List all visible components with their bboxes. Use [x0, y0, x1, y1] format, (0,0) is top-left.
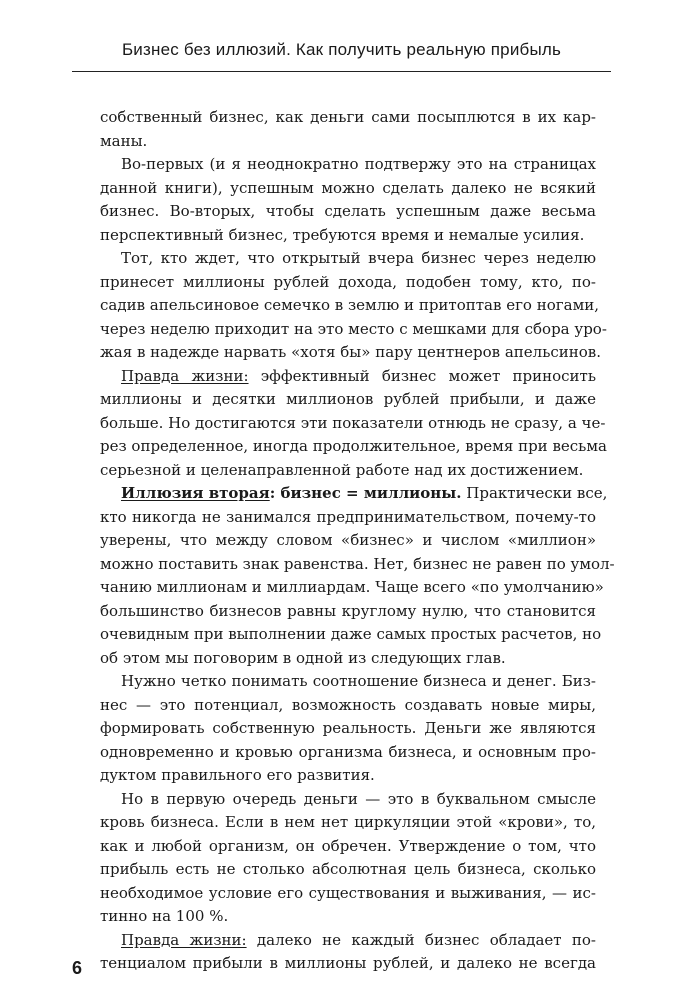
text-line: Но в первую очередь деньги — это в буквальном смысле — [121, 789, 596, 808]
text-line: собственный бизнес, как деньги сами посыплются в их кар- — [100, 108, 596, 126]
text-line: через неделю приходит на это место с мешками для сбора уро- — [100, 319, 607, 338]
text-line: большинство бизнесов равны круглому нулю, что становится — [100, 601, 596, 620]
text-line — [100, 929, 596, 953]
text-line: рез определенное, иногда продолжительное, время при весьма — [100, 437, 607, 455]
text-line: очевидным при выполнении даже самых простых расчетов, но — [100, 625, 602, 643]
text-line: данной книги), успешным можно сделать далеко не всякий — [100, 178, 596, 197]
text-line: кто никогда не занимался предпринимательством, почему-то — [100, 507, 596, 526]
text-line: жая в надежде нарвать «хотя бы» пару центнеров апельсинов. — [100, 343, 602, 361]
text-fragment: Практически все, — [461, 484, 608, 502]
text-line: кровь бизнеса. Если в нем нет циркуляции этой «крови», то, — [100, 813, 596, 831]
text-line: больше. Но достигаются эти показатели отнюдь не сразу, а че- — [100, 413, 606, 432]
text-line: принесет миллионы рублей дохода, подобен тому, кто, по- — [100, 272, 596, 291]
text-line: тинно на 100 %. — [100, 907, 229, 925]
text-fragment: эффективный бизнес может приносить — [260, 366, 596, 385]
truth-label: Правда жизни: — [121, 930, 247, 949]
text-line: уверены, что между словом «бизнес» и числом «миллион» — [100, 531, 596, 549]
text-line: чанию миллионам и миллиардам. Чаще всего «по умолчанию» — [100, 578, 604, 596]
text-line: Во-первых (и я неоднократно подтвержу это на страницах — [121, 155, 596, 173]
text-line: формировать собственную реальность. Деньги же являются — [100, 719, 596, 737]
page-number: 6 — [72, 958, 83, 978]
header-rule — [72, 71, 611, 72]
text-line: прибыль есть не столько абсолютная цель бизнеса, сколько — [100, 860, 596, 878]
text-line: дуктом правильного его развития. — [100, 766, 375, 784]
illusion-title: : бизнес = миллионы. — [269, 484, 462, 502]
text-line: серьезной и целенаправленной работе над их достижением. — [100, 460, 584, 479]
truth-label: Правда жизни: — [121, 366, 249, 385]
running-header: Бизнес без иллюзий. Как получить реальную прибыль — [121, 40, 562, 59]
text-line: перспективный бизнес, требуются время и немалые усилия. — [100, 225, 585, 244]
text-line: садив апельсиновое семечко в землю и притоптав его ногами, — [100, 296, 599, 314]
text-line: маны. — [100, 131, 148, 150]
body-text — [100, 106, 615, 976]
illusion-label: Иллюзия вторая — [121, 484, 270, 502]
text-line: Тот, кто ждет, что открытый вчера бизнес через неделю — [121, 249, 596, 267]
text-line — [100, 482, 608, 506]
text-line: тенциалом прибыли в миллионы рублей, и далеко не всегда — [100, 954, 596, 972]
text-line: можно поставить знак равенства. Нет, бизнес не равен по умол- — [100, 554, 615, 573]
text-line: об этом мы поговорим в одной из следующих глав. — [100, 648, 506, 667]
text-line: нес — это потенциал, возможность создавать новые миры, — [100, 695, 596, 714]
text-line — [100, 365, 596, 389]
text-line: Нужно четко понимать соотношение бизнеса и денег. Биз- — [121, 672, 596, 690]
text-fragment: далеко не каждый бизнес обладает по- — [256, 930, 596, 949]
text-line: необходимое условие его существования и выживания, — ис- — [100, 883, 596, 902]
text-line: одновременно и кровью организма бизнеса, и основным про- — [100, 742, 596, 761]
text-line: как и любой организм, он обречен. Утверждение о том, что — [100, 836, 596, 855]
text-line: бизнес. Во-вторых, чтобы сделать успешным даже весьма — [100, 202, 596, 220]
text-line: миллионы и десятки миллионов рублей прибыли, и даже — [100, 390, 596, 408]
